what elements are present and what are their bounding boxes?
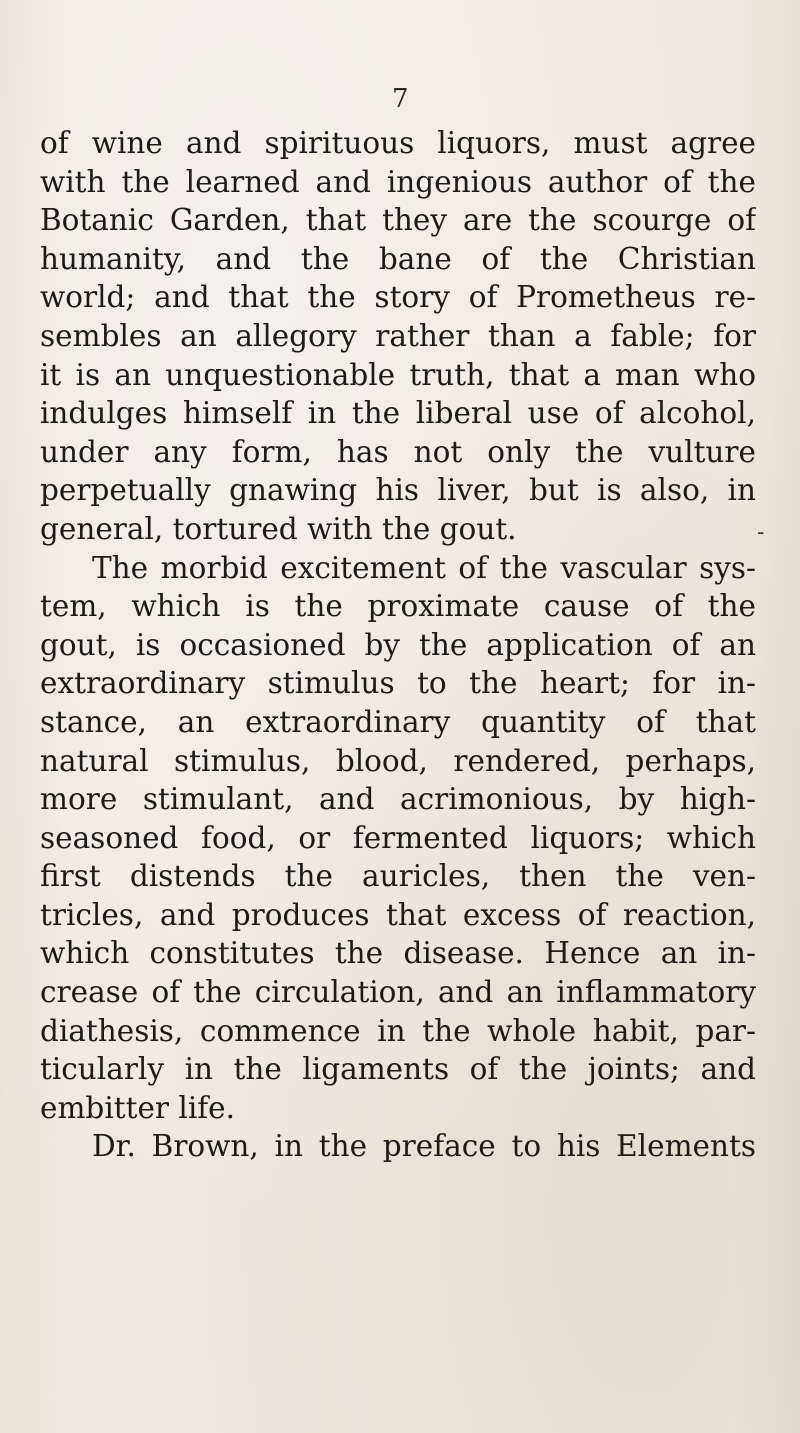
text-line: it is an unquestionable truth, that a man who [40, 357, 756, 392]
text-line: stance, an extraordinary quantity of that [40, 704, 756, 739]
text-line: more stimulant, and acrimonious, by high- [40, 782, 756, 817]
text-line: indulges himself in the liberal use of alcohol, [40, 396, 756, 431]
text-line: tem, which is the proximate cause of the [40, 589, 756, 624]
text-line: first distends the auricles, then the ven- [40, 859, 756, 894]
text-line: The morbid excitement of the vascular sys- [92, 550, 756, 585]
text-line: sembles an allegory rather than a fable; for [40, 318, 756, 353]
text-line: ticularly in the ligaments of the joints; and [40, 1052, 756, 1087]
text-line: gout, is occasioned by the application of an [40, 627, 756, 662]
text-line: crease of the circulation, and an inflammatory [40, 975, 756, 1010]
text-line: under any form, has not only the vulture [40, 434, 756, 469]
text-line: extraordinary stimulus to the heart; for in- [40, 666, 756, 701]
text-line: with the learned and ingenious author of the [40, 164, 756, 199]
text-line: Botanic Garden, that they are the scourge of [40, 203, 756, 238]
text-line: natural stimulus, blood, rendered, perhaps, [40, 743, 756, 778]
text-line: tricles, and produces that excess of reaction, [40, 897, 756, 932]
page-mark: 7 [392, 84, 409, 114]
margin-mark: - [757, 520, 765, 545]
text-line: embitter life. [40, 1090, 236, 1125]
text-line: which constitutes the disease. Hence an in- [40, 936, 756, 971]
text-line: general, tortured with the gout. [40, 511, 517, 546]
text-line: diathesis, commence in the whole habit, par- [40, 1013, 756, 1048]
text-line: world; and that the story of Prometheus re- [40, 280, 756, 315]
text-line: seasoned food, or fermented liquors; which [40, 820, 756, 855]
text-line: of wine and spirituous liquors, must agree [40, 126, 756, 160]
text-line: Dr. Brown, in the preface to his Elements [92, 1129, 756, 1164]
text-line: humanity, and the bane of the Christian [40, 241, 756, 276]
body-text [40, 124, 756, 1166]
text-line: perpetually gnawing his liver, but is also, in [40, 473, 756, 508]
